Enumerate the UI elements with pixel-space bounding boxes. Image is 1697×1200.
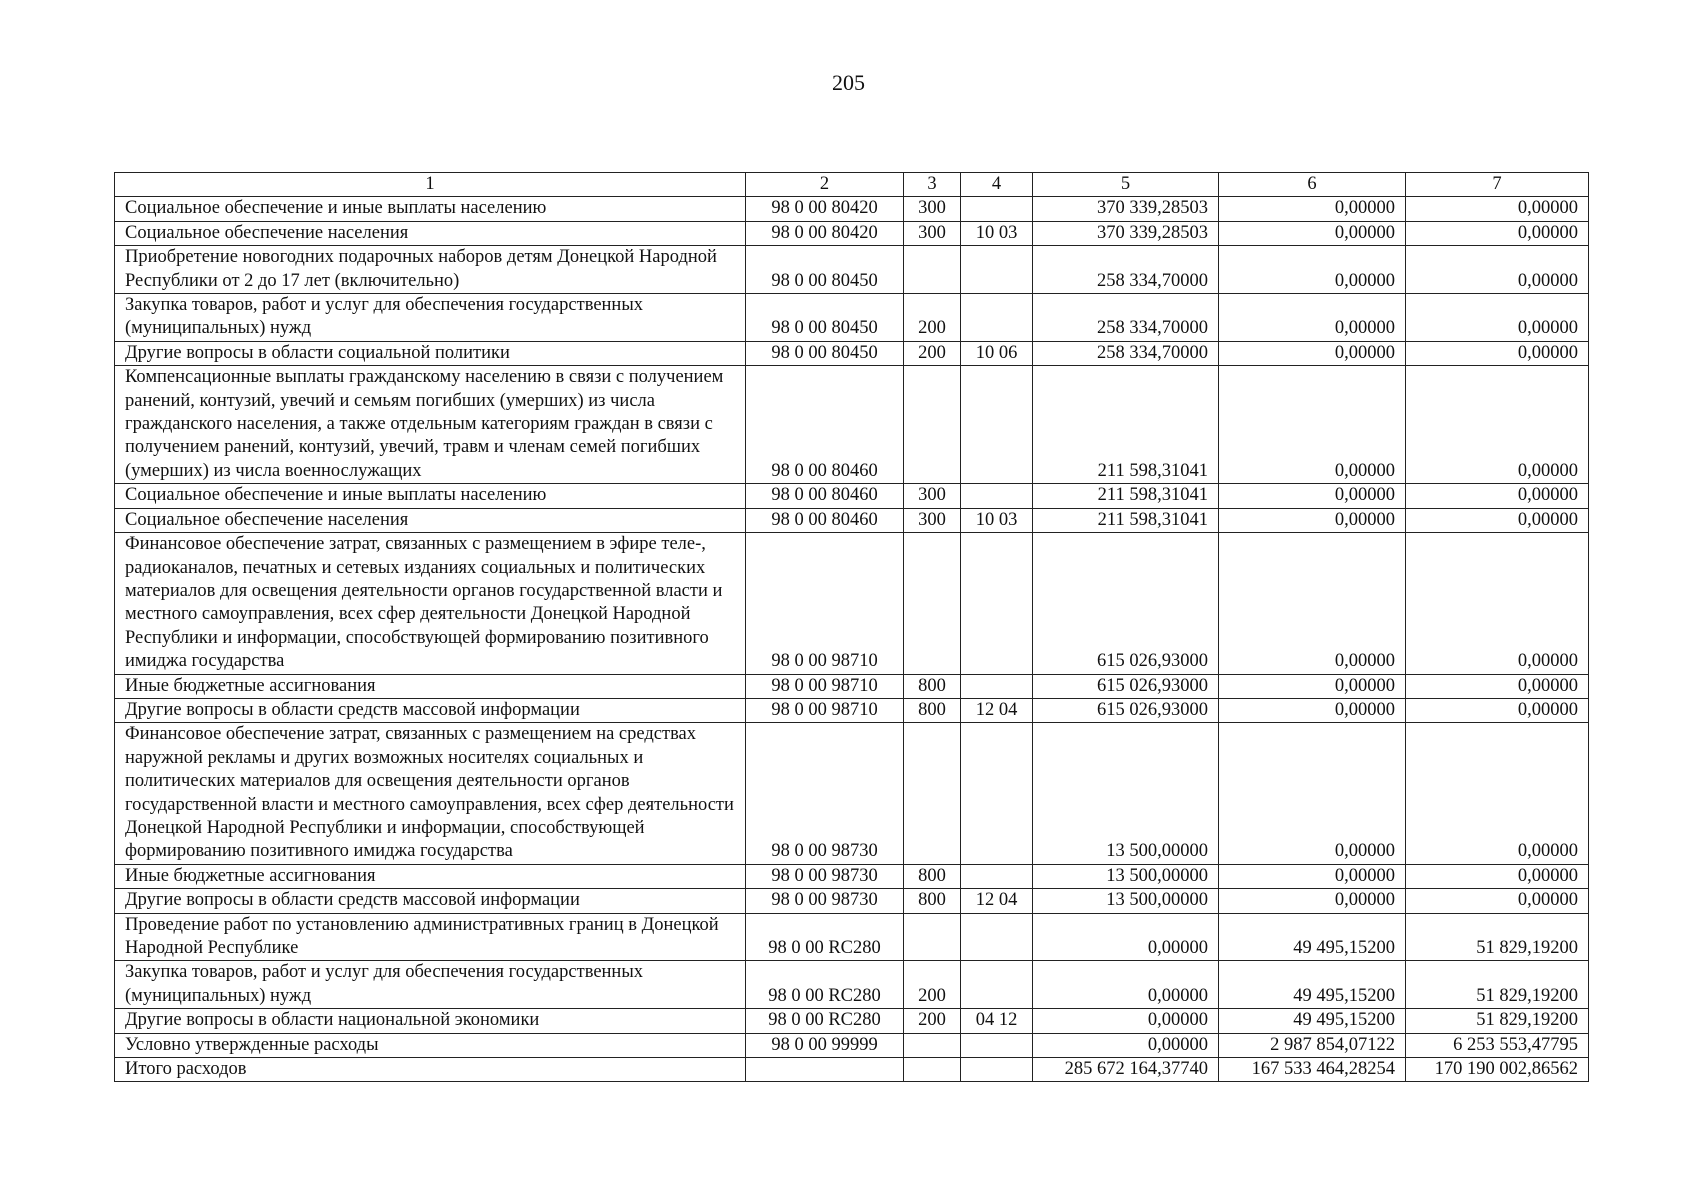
budget-table bbox=[114, 172, 1589, 1082]
amount-col7: 0,00000 bbox=[1406, 366, 1589, 484]
amount-col6: 0,00000 bbox=[1219, 366, 1406, 484]
section-code bbox=[961, 246, 1033, 294]
expense-type: 300 bbox=[904, 221, 961, 245]
section-code bbox=[961, 961, 1033, 1009]
expense-type: 200 bbox=[904, 1009, 961, 1033]
target-code: 98 0 00 80450 bbox=[746, 341, 904, 365]
amount-col5: 211 598,31041 bbox=[1033, 366, 1219, 484]
table-row bbox=[115, 961, 1589, 1009]
table-row bbox=[115, 197, 1589, 221]
column-header: 5 bbox=[1033, 173, 1219, 197]
amount-col5: 258 334,70000 bbox=[1033, 341, 1219, 365]
row-description: Другие вопросы в области национальной экономики bbox=[115, 1009, 746, 1033]
table-row bbox=[115, 294, 1589, 342]
amount-col6: 49 495,15200 bbox=[1219, 913, 1406, 961]
table-row bbox=[115, 889, 1589, 913]
section-code bbox=[961, 1058, 1033, 1082]
table-row bbox=[115, 221, 1589, 245]
amount-col7: 0,00000 bbox=[1406, 197, 1589, 221]
target-code: 98 0 00 RC280 bbox=[746, 913, 904, 961]
amount-col7: 0,00000 bbox=[1406, 889, 1589, 913]
amount-col5: 258 334,70000 bbox=[1033, 246, 1219, 294]
section-code bbox=[961, 864, 1033, 888]
expense-type bbox=[904, 913, 961, 961]
table-row bbox=[115, 366, 1589, 484]
expense-type: 300 bbox=[904, 508, 961, 532]
amount-col5: 258 334,70000 bbox=[1033, 294, 1219, 342]
table-row bbox=[115, 508, 1589, 532]
row-description: Социальное обеспечение и иные выплаты населению bbox=[115, 197, 746, 221]
row-description: Социальное обеспечение и иные выплаты населению bbox=[115, 484, 746, 508]
target-code: 98 0 00 98730 bbox=[746, 864, 904, 888]
row-description: Другие вопросы в области средств массовой информации bbox=[115, 889, 746, 913]
target-code bbox=[746, 1058, 904, 1082]
target-code: 98 0 00 80460 bbox=[746, 508, 904, 532]
amount-col7: 170 190 002,86562 bbox=[1406, 1058, 1589, 1082]
target-code: 98 0 00 98730 bbox=[746, 723, 904, 864]
amount-col6: 0,00000 bbox=[1219, 294, 1406, 342]
target-code: 98 0 00 98730 bbox=[746, 889, 904, 913]
table-row bbox=[115, 913, 1589, 961]
expense-type bbox=[904, 1033, 961, 1057]
section-code bbox=[961, 294, 1033, 342]
column-header: 1 bbox=[115, 173, 746, 197]
row-description: Социальное обеспечение населения bbox=[115, 221, 746, 245]
amount-col7: 0,00000 bbox=[1406, 533, 1589, 674]
target-code: 98 0 00 80460 bbox=[746, 366, 904, 484]
row-description: Итого расходов bbox=[115, 1058, 746, 1082]
row-description: Проведение работ по установлению административных границ в Донецкой Народной Республике bbox=[115, 913, 746, 961]
expense-type bbox=[904, 366, 961, 484]
column-header: 2 bbox=[746, 173, 904, 197]
amount-col7: 0,00000 bbox=[1406, 698, 1589, 722]
section-code bbox=[961, 484, 1033, 508]
expense-type bbox=[904, 723, 961, 864]
row-description: Закупка товаров, работ и услуг для обеспечения государственных (муниципальных) нужд bbox=[115, 961, 746, 1009]
row-description: Социальное обеспечение населения bbox=[115, 508, 746, 532]
amount-col7: 0,00000 bbox=[1406, 508, 1589, 532]
section-code bbox=[961, 533, 1033, 674]
table-body bbox=[115, 197, 1589, 1082]
expense-type: 800 bbox=[904, 674, 961, 698]
amount-col6: 0,00000 bbox=[1219, 889, 1406, 913]
section-code bbox=[961, 674, 1033, 698]
expense-type bbox=[904, 246, 961, 294]
row-description: Условно утвержденные расходы bbox=[115, 1033, 746, 1057]
table-row bbox=[115, 246, 1589, 294]
target-code: 98 0 00 80420 bbox=[746, 221, 904, 245]
section-code: 12 04 bbox=[961, 698, 1033, 722]
target-code: 98 0 00 RC280 bbox=[746, 1009, 904, 1033]
expense-type: 800 bbox=[904, 864, 961, 888]
table-row bbox=[115, 1058, 1589, 1082]
section-code bbox=[961, 913, 1033, 961]
page-number: 205 bbox=[832, 70, 865, 95]
table-row bbox=[115, 533, 1589, 674]
amount-col7: 0,00000 bbox=[1406, 484, 1589, 508]
target-code: 98 0 00 98710 bbox=[746, 674, 904, 698]
row-description: Иные бюджетные ассигнования bbox=[115, 864, 746, 888]
target-code: 98 0 00 99999 bbox=[746, 1033, 904, 1057]
target-code: 98 0 00 80450 bbox=[746, 246, 904, 294]
section-code: 10 03 bbox=[961, 508, 1033, 532]
column-header: 4 bbox=[961, 173, 1033, 197]
target-code: 98 0 00 RC280 bbox=[746, 961, 904, 1009]
expense-type bbox=[904, 1058, 961, 1082]
section-code bbox=[961, 1033, 1033, 1057]
amount-col5: 13 500,00000 bbox=[1033, 864, 1219, 888]
amount-col6: 0,00000 bbox=[1219, 484, 1406, 508]
row-description: Приобретение новогодних подарочных наборов детям Донецкой Народной Республики от 2 до 17 лет (включительно) bbox=[115, 246, 746, 294]
expense-type: 200 bbox=[904, 294, 961, 342]
column-header: 6 bbox=[1219, 173, 1406, 197]
row-description: Закупка товаров, работ и услуг для обеспечения государственных (муниципальных) нужд bbox=[115, 294, 746, 342]
column-header: 7 bbox=[1406, 173, 1589, 197]
amount-col6: 49 495,15200 bbox=[1219, 1009, 1406, 1033]
section-code bbox=[961, 197, 1033, 221]
expense-type: 800 bbox=[904, 698, 961, 722]
amount-col7: 0,00000 bbox=[1406, 864, 1589, 888]
amount-col7: 6 253 553,47795 bbox=[1406, 1033, 1589, 1057]
amount-col7: 0,00000 bbox=[1406, 723, 1589, 864]
expense-type: 300 bbox=[904, 484, 961, 508]
amount-col5: 0,00000 bbox=[1033, 1009, 1219, 1033]
row-description: Компенсационные выплаты гражданскому населению в связи с получением ранений, контузий, увечий и семьям погибших (умерших) из числа гражданского населения, а также отдельным категориям граждан в связи с получением ранений, контузий, увечий, травм и членам семей погибших (умерших) из числа военнослужащих bbox=[115, 366, 746, 484]
target-code: 98 0 00 80460 bbox=[746, 484, 904, 508]
amount-col5: 615 026,93000 bbox=[1033, 698, 1219, 722]
amount-col5: 615 026,93000 bbox=[1033, 533, 1219, 674]
amount-col5: 211 598,31041 bbox=[1033, 484, 1219, 508]
amount-col6: 0,00000 bbox=[1219, 864, 1406, 888]
amount-col5: 370 339,28503 bbox=[1033, 197, 1219, 221]
table-row bbox=[115, 341, 1589, 365]
amount-col6: 0,00000 bbox=[1219, 246, 1406, 294]
section-code bbox=[961, 723, 1033, 864]
amount-col7: 0,00000 bbox=[1406, 674, 1589, 698]
amount-col5: 0,00000 bbox=[1033, 961, 1219, 1009]
row-description: Другие вопросы в области средств массовой информации bbox=[115, 698, 746, 722]
amount-col6: 2 987 854,07122 bbox=[1219, 1033, 1406, 1057]
section-code bbox=[961, 366, 1033, 484]
section-code: 12 04 bbox=[961, 889, 1033, 913]
amount-col7: 0,00000 bbox=[1406, 294, 1589, 342]
amount-col6: 0,00000 bbox=[1219, 698, 1406, 722]
amount-col7: 0,00000 bbox=[1406, 221, 1589, 245]
section-code: 10 06 bbox=[961, 341, 1033, 365]
amount-col7: 51 829,19200 bbox=[1406, 961, 1589, 1009]
amount-col6: 0,00000 bbox=[1219, 508, 1406, 532]
amount-col5: 615 026,93000 bbox=[1033, 674, 1219, 698]
expense-type: 800 bbox=[904, 889, 961, 913]
expense-type: 200 bbox=[904, 341, 961, 365]
amount-col5: 211 598,31041 bbox=[1033, 508, 1219, 532]
target-code: 98 0 00 80420 bbox=[746, 197, 904, 221]
table-row bbox=[115, 1009, 1589, 1033]
amount-col5: 285 672 164,37740 bbox=[1033, 1058, 1219, 1082]
amount-col5: 13 500,00000 bbox=[1033, 723, 1219, 864]
row-description: Другие вопросы в области социальной политики bbox=[115, 341, 746, 365]
header-row bbox=[115, 173, 1589, 197]
amount-col7: 51 829,19200 bbox=[1406, 1009, 1589, 1033]
row-description: Финансовое обеспечение затрат, связанных с размещением в эфире теле-, радиоканалов, печатных и сетевых изданиях социальных и политических материалов для освещения деятельности органов государственной власти и местного самоуправления, всех сфер деятельности Донецкой Народной Республики и информации, способствующей формированию позитивного имиджа государства bbox=[115, 533, 746, 674]
amount-col5: 370 339,28503 bbox=[1033, 221, 1219, 245]
section-code: 10 03 bbox=[961, 221, 1033, 245]
expense-type: 300 bbox=[904, 197, 961, 221]
amount-col6: 0,00000 bbox=[1219, 197, 1406, 221]
amount-col7: 0,00000 bbox=[1406, 246, 1589, 294]
section-code: 04 12 bbox=[961, 1009, 1033, 1033]
row-description: Финансовое обеспечение затрат, связанных с размещением на средствах наружной рекламы и других возможных носителях социальных и политических материалов для освещения деятельности органов государственной власти и местного самоуправления, всех сфер деятельности Донецкой Народной Республики и информации, способствующей формированию позитивного имиджа государства bbox=[115, 723, 746, 864]
table-row bbox=[115, 698, 1589, 722]
amount-col6: 167 533 464,28254 bbox=[1219, 1058, 1406, 1082]
expense-type: 200 bbox=[904, 961, 961, 1009]
amount-col5: 13 500,00000 bbox=[1033, 889, 1219, 913]
amount-col6: 0,00000 bbox=[1219, 674, 1406, 698]
table-row bbox=[115, 723, 1589, 864]
expense-type bbox=[904, 533, 961, 674]
amount-col5: 0,00000 bbox=[1033, 1033, 1219, 1057]
table-row bbox=[115, 864, 1589, 888]
table-row bbox=[115, 484, 1589, 508]
target-code: 98 0 00 98710 bbox=[746, 698, 904, 722]
amount-col6: 0,00000 bbox=[1219, 221, 1406, 245]
target-code: 98 0 00 98710 bbox=[746, 533, 904, 674]
amount-col6: 0,00000 bbox=[1219, 341, 1406, 365]
column-header: 3 bbox=[904, 173, 961, 197]
row-description: Иные бюджетные ассигнования bbox=[115, 674, 746, 698]
amount-col5: 0,00000 bbox=[1033, 913, 1219, 961]
amount-col6: 49 495,15200 bbox=[1219, 961, 1406, 1009]
amount-col6: 0,00000 bbox=[1219, 533, 1406, 674]
table-row bbox=[115, 674, 1589, 698]
table-row bbox=[115, 1033, 1589, 1057]
amount-col6: 0,00000 bbox=[1219, 723, 1406, 864]
target-code: 98 0 00 80450 bbox=[746, 294, 904, 342]
amount-col7: 51 829,19200 bbox=[1406, 913, 1589, 961]
amount-col7: 0,00000 bbox=[1406, 341, 1589, 365]
